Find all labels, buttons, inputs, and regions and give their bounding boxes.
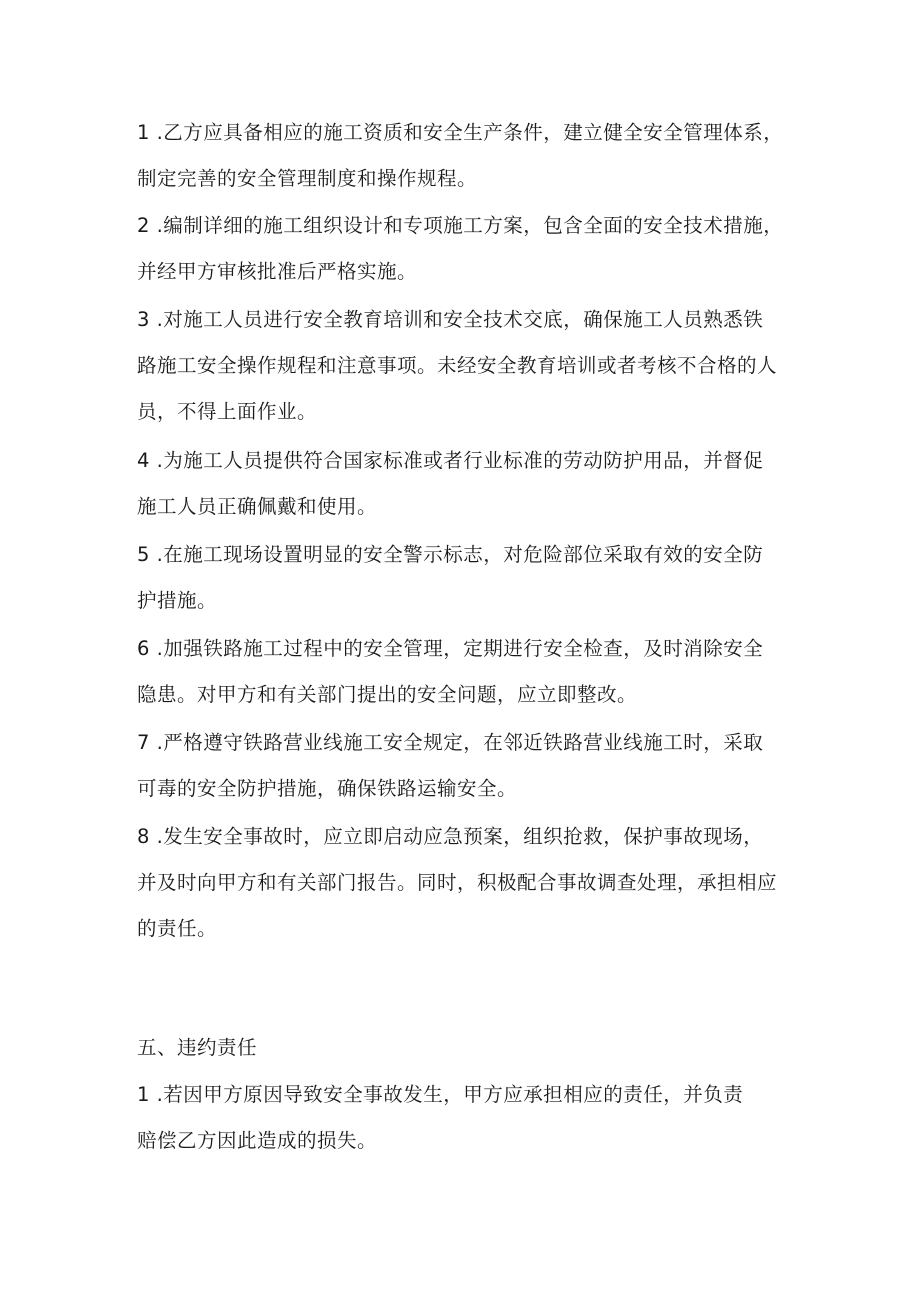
clause-3 <box>137 297 777 435</box>
clause-4 <box>137 438 777 530</box>
clause-line: 1 .乙方应具备相应的施工资质和安全生产条件，建立健全安全管理体系， <box>137 121 784 144</box>
clause-8 <box>137 814 777 952</box>
clause-line: 3 .对施工人员进行安全教育培训和安全技术交底，确保施工人员熟悉铁 <box>137 308 764 331</box>
clause-2 <box>137 203 784 295</box>
clause-line: 赔偿乙方因此造成的损失。 <box>137 1129 378 1152</box>
section-heading: 五、违约责任 <box>137 1036 258 1059</box>
clause-line: 路施工安全操作规程和注意事项。未经安全教育培训或者考核不合格的人 <box>137 354 778 377</box>
clause-7 <box>137 720 777 812</box>
clause-line: 制定完善的安全管理制度和操作规程。 <box>137 167 478 190</box>
clause-line: 可毒的安全防护措施，确保铁路运输安全。 <box>137 777 518 800</box>
clause-line: 员，不得上面作业。 <box>137 400 318 423</box>
clause-line: 的责任。 <box>137 917 218 940</box>
clause-line: 7 .严格遵守铁路营业线施工安全规定，在邻近铁路营业线施工时，采取 <box>137 731 764 754</box>
clause-line: 6 .加强铁路施工过程中的安全管理，定期进行安全检查，及时消除安全 <box>137 637 764 660</box>
clause-1 <box>137 110 784 202</box>
clause-line: 4 .为施工人员提供符合国家标准或者行业标准的劳动防护用品，并督促 <box>137 449 764 472</box>
clause-line: 8 .发生安全事故时，应立即启动应急预案，组织抢救，保护事故现场， <box>137 825 764 848</box>
breach-clause-1 <box>137 1072 777 1164</box>
clause-line: 施工人员正确佩戴和使用。 <box>137 495 378 518</box>
clause-5 <box>137 532 777 624</box>
clause-line: 隐患。对甲方和有关部门提出的安全问题，应立即整改。 <box>137 683 638 706</box>
clause-line: 2 .编制详细的施工组织设计和专项施工方案，包含全面的安全技术措施， <box>137 214 784 237</box>
clause-line: 5 .在施工现场设置明显的安全警示标志，对危险部位采取有效的安全防 <box>137 543 764 566</box>
clause-line: 护措施。 <box>137 589 218 612</box>
clause-line: 并经甲方审核批准后严格实施。 <box>137 260 418 283</box>
clause-line: 1 .若因甲方原因导致安全事故发生，甲方应承担相应的责任，并负责 <box>137 1083 744 1106</box>
clause-6 <box>137 626 777 718</box>
clause-line: 并及时向甲方和有关部门报告。同时，积极配合事故调查处理，承担相应 <box>137 871 778 894</box>
section-heading-block <box>137 1025 777 1071</box>
